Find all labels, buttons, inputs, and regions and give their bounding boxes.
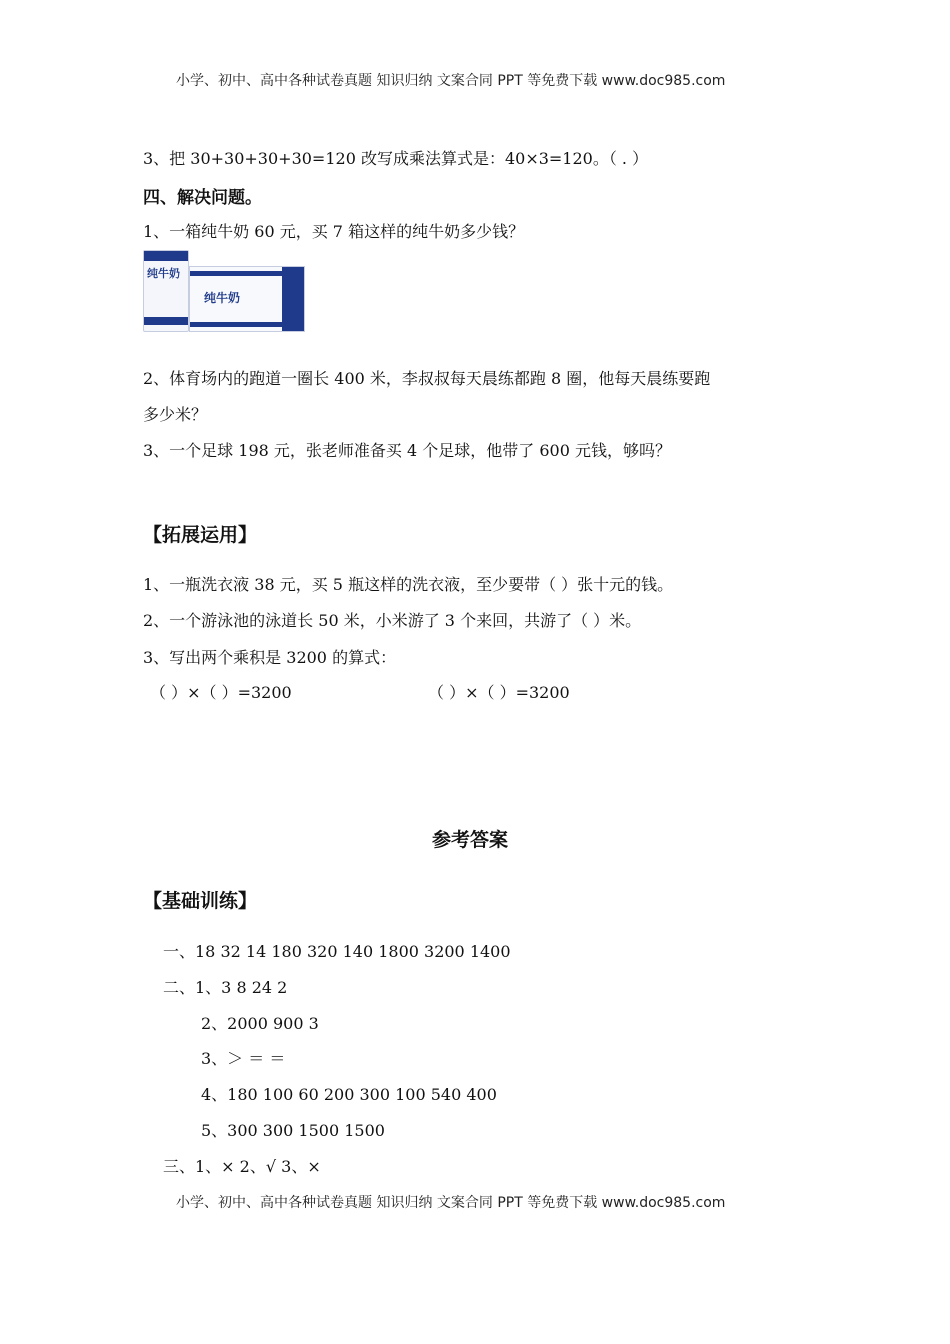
section-title-basic-training: 【基础训练】 [143,890,258,912]
answer-part-2-3: 3、＞ ＝ ＝ [201,1049,286,1068]
milk-carton [143,250,189,332]
section-title-extension: 【拓展运用】 [143,524,258,546]
milk-carton-image [143,250,305,332]
answer-part-1: 一、18 32 14 180 320 140 1800 3200 1400 [163,942,511,961]
solve-question-3: 3、一个足球 198 元，张老师准备买 4 个足球，他带了 600 元钱，够吗？ [143,441,671,460]
solve-question-2-line-1: 2、体育场内的跑道一圈长 400 米，李叔叔每天晨练都跑 8 圈，他每天晨练要跑 [143,369,711,388]
section-title-solve: 四、解决问题。 [143,188,262,208]
milk-box-label: 纯牛奶 [204,291,241,305]
answer-part-2-5: 5、300 300 1500 1500 [201,1121,385,1140]
extension-blank-2: （ ）×（ ）=3200 [428,683,570,702]
milk-label: 纯牛奶 [147,267,180,280]
page-header: 小学、初中、高中各种试卷真题 知识归纳 文案合同 PPT 等免费下载 www.doc985.com [176,73,726,89]
judge-question-3: 3、把 30+30+30+30=120 改写成乘法算式是：40×3=120。（ . ） [143,149,649,168]
solve-question-1: 1、一箱纯牛奶 60 元，买 7 箱这样的纯牛奶多少钱？ [143,222,525,241]
answer-part-2-2: 2、2000 900 3 [201,1014,319,1033]
answer-part-3: 三、1、× 2、√ 3、× [163,1157,321,1176]
answer-part-2-1: 二、1、3 8 24 2 [163,978,288,997]
extension-question-3: 3、写出两个乘积是 3200 的算式： [143,648,397,667]
answers-title: 参考答案 [432,829,509,851]
milk-box [189,266,305,332]
page-footer: 小学、初中、高中各种试卷真题 知识归纳 文案合同 PPT 等免费下载 www.doc985.com [176,1195,726,1211]
extension-question-1: 1、一瓶洗衣液 38 元，买 5 瓶这样的洗衣液，至少要带（ ）张十元的钱。 [143,575,674,594]
extension-question-2: 2、一个游泳池的泳道长 50 米，小米游了 3 个来回，共游了（ ）米。 [143,611,642,630]
solve-question-2-line-2: 多少米？ [143,405,208,424]
extension-blank-1: （ ）×（ ）=3200 [150,683,292,702]
answer-part-2-4: 4、180 100 60 200 300 100 540 400 [201,1085,497,1104]
